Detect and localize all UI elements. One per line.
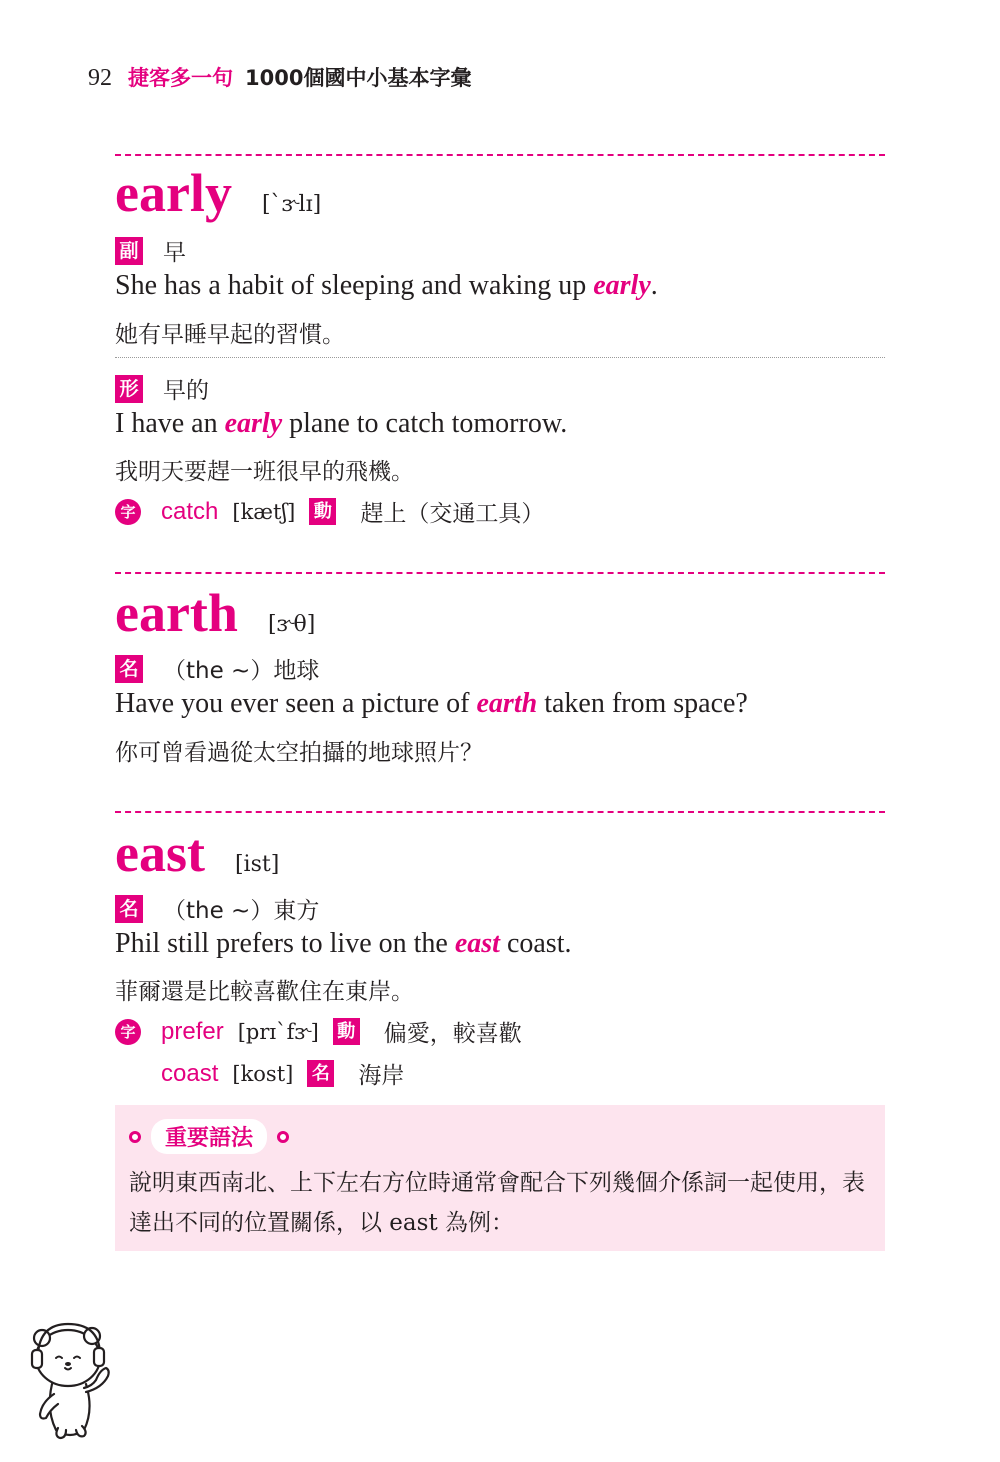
vocab-meaning: 海岸 [358,1063,405,1089]
pos-badge: 動 [333,1018,360,1045]
highlight-word: east [454,928,500,959]
sense-row [115,892,319,925]
example-sentence-zh: 她有早睡早起的習慣。 [115,322,345,348]
vocab-row [161,1057,404,1090]
sense-meaning: （the ~）東方 [163,898,320,924]
pos-badge: 名 [115,655,143,683]
headword: east [115,823,205,883]
grammar-title: 重要語法 [151,1119,267,1154]
sense-row [115,652,319,685]
bullet-icon [277,1131,289,1143]
phonetic: [ist] [234,852,280,877]
grammar-header [129,1119,289,1154]
entry-earth-header [115,583,316,643]
entry-early-header [115,163,322,223]
pos-badge: 名 [115,895,143,923]
vocab-meaning: 偏愛，較喜歡 [383,1021,522,1047]
phonetic: [`ɝlɪ] [261,192,322,217]
sense-row [115,372,209,405]
page-number: 92 [88,65,112,91]
grammar-box [115,1105,885,1251]
vocab-word: catch [161,497,219,525]
vocab-phonetic: [kost] [232,1061,294,1086]
example-sentence-en: I have an early plane to catch tomorrow. [115,408,568,439]
example-sentence-zh: 我明天要趕一班很早的飛機。 [115,459,414,485]
sense-row [115,234,186,267]
example-sentence-zh: 菲爾還是比較喜歡住在東岸。 [115,979,414,1005]
phonetic: [ɝθ] [267,612,316,637]
example-sentence-zh: 你可曾看過從太空拍攝的地球照片？ [115,740,483,766]
pos-badge: 形 [115,375,143,403]
headword: early [115,163,232,223]
entry-divider [115,154,885,156]
pos-badge: 副 [115,237,143,265]
pos-badge: 名 [307,1060,334,1087]
pos-badge: 動 [309,498,336,525]
page-header [88,62,471,92]
example-sentence-en: Phil still prefers to live on the east coast. [115,928,572,959]
vocab-meaning: 趕上（交通工具） [360,501,545,527]
book-title: 1000個國中小基本字彙 [245,66,472,90]
sense-meaning: （the ~）地球 [163,658,320,684]
vocab-row [115,1015,522,1048]
headword: earth [115,583,238,643]
vocab-word: prefer [161,1017,224,1045]
bullet-icon [129,1131,141,1143]
vocab-icon: 字 [115,1019,141,1045]
entry-divider [115,572,885,574]
vocab-phonetic: [kætʃ] [232,499,296,524]
grammar-text: 說明東西南北、上下左右方位時通常會配合下列幾個介係詞一起使用，表達出不同的位置關係，以 east 為例： [129,1170,865,1236]
bear-mascot-icon [22,1318,118,1442]
book-brand: 捷客多一句 [128,66,233,90]
entry-east-header [115,823,280,883]
entry-divider [115,811,885,813]
sense-meaning: 早的 [163,378,209,404]
vocab-phonetic: [prɪ`fɝ] [237,1019,319,1044]
vocab-row [115,495,544,528]
highlight-word: early [224,408,283,439]
sense-divider [115,357,885,358]
highlight-word: earth [476,688,538,719]
example-sentence-en: She has a habit of sleeping and waking up early. [115,270,658,301]
vocab-word: coast [161,1059,219,1087]
vocab-icon: 字 [115,499,141,525]
example-sentence-en: Have you ever seen a picture of earth taken from space? [115,688,748,719]
highlight-word: early [593,270,651,301]
sense-meaning: 早 [163,240,186,266]
